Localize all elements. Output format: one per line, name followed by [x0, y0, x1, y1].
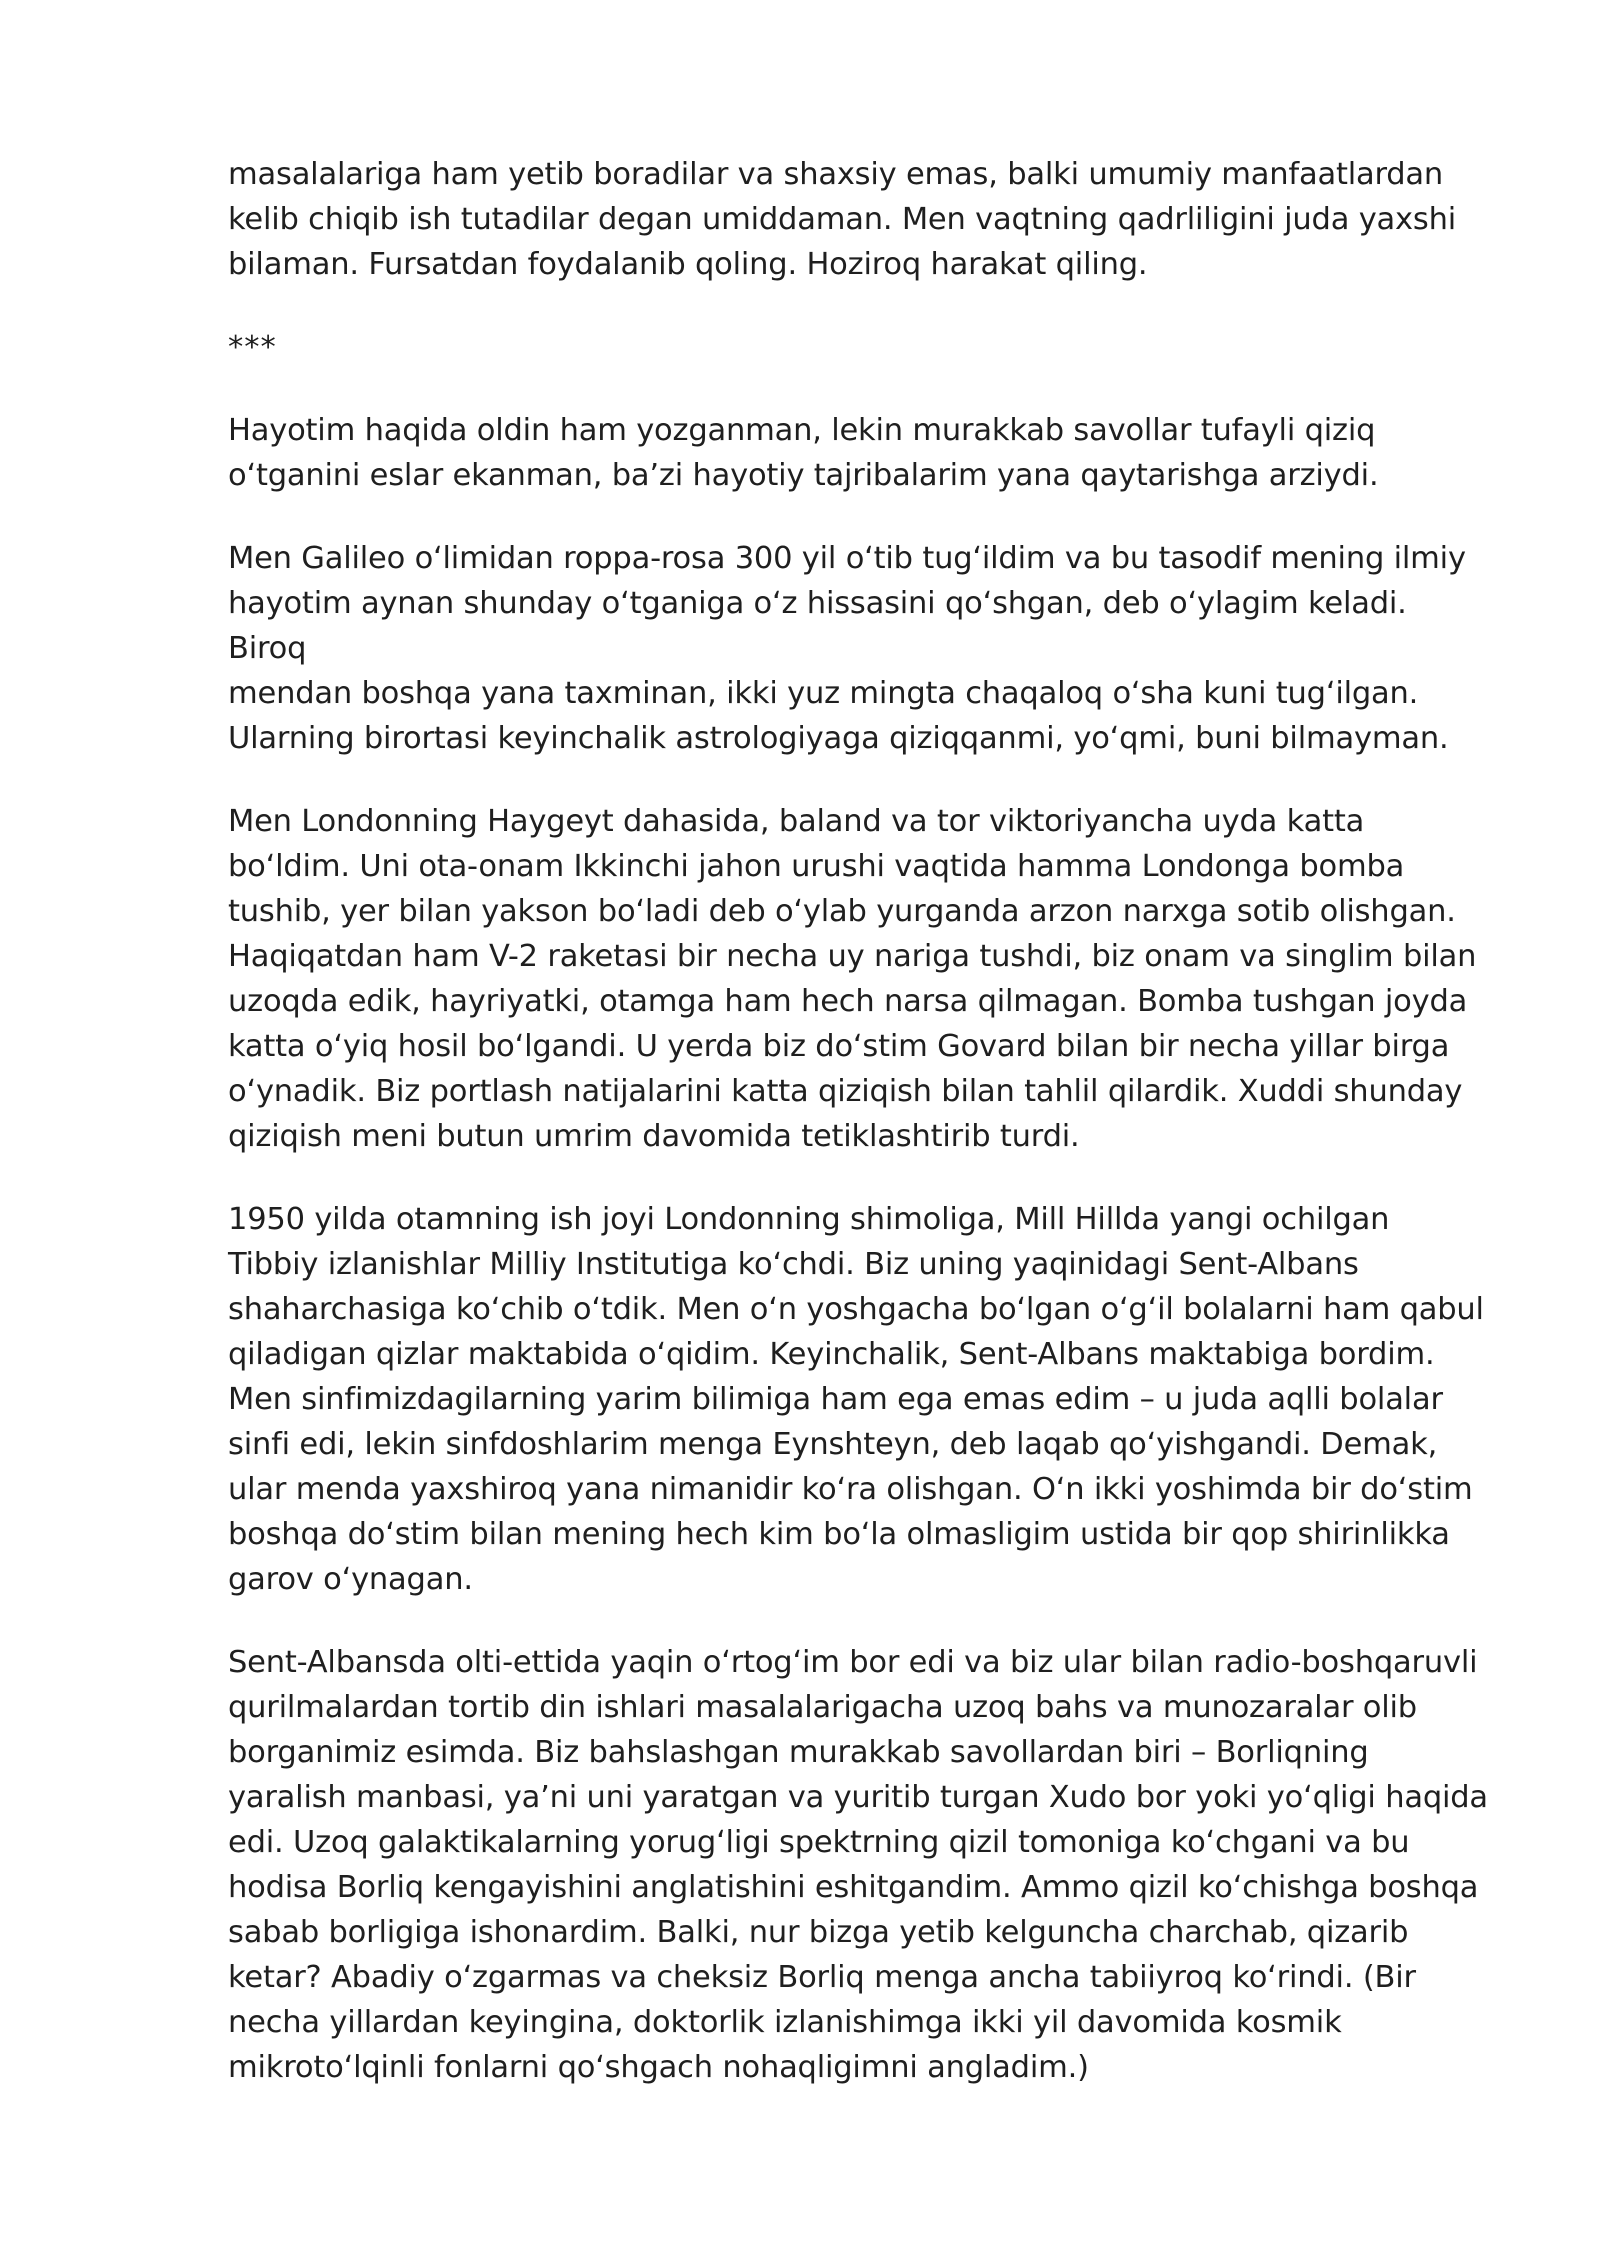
paragraph-highgate-childhood: Men Londonning Haygeyt dahasida, baland va tor viktoriyancha uyda katta boʻldim. Uni ota-onam Ikkinchi jahon urushi vaqtida hamma Londonga bomba tushib, yer bilan yakson boʻladi deb oʻylab yurganda arzon narxga sotib olishgan. Haqiqatdan ham V-2 raketasi bir necha uy nariga tushdi, biz onam va singlim bilan uzoqda edik, hayriyatki, otamga ham hech narsa qilmagan. Bomba tushgan joyda katta oʻyiq hosil boʻlgandi. U yerda biz doʻstim Govard bilan bir necha yillar birga oʻynadik. Biz portlash natijalarini katta qiziqish bilan tahlil qilardik. Xuddi shunday qiziqish meni butun umrim davomida tetiklashtirib turdi.: [228, 804, 1477, 1154]
section-separator: ***: [228, 330, 277, 365]
paragraph-life-intro: Hayotim haqida oldin ham yozganman, lekin murakkab savollar tufayli qiziq oʻtganini eslar ekanman, baʼzi hayotiy tajribalarim yana qaytarishga arziydi.: [228, 413, 1379, 493]
paragraph-st-albans-school: 1950 yilda otamning ish joyi Londonning shimoliga, Mill Hillda yangi ochilgan Tibbiy izlanishlar Milliy Institutiga koʻchdi. Biz uning yaqinidagi Sent-Albans shaharchasiga koʻchib oʻtdik. Men oʻn yoshgacha boʻlgan oʻgʻil bolalarni ham qabul qiladigan qizlar maktabida oʻqidim. Keyinchalik, Sent-Albans maktabiga bordim. Men sinfimizdagilarning yarim bilimiga ham ega emas edim – u juda aqlli bolalar sinfi edi, lekin sinfdoshlarim menga Eynshteyn, deb laqab qoʻyishgandi. Demak, ular menda yaxshiroq yana nimanidir koʻra olishgan. Oʻn ikki yoshimda bir doʻstim boshqa doʻstim bilan mening hech kim boʻla olmasligim ustida bir qop shirinlikka garov oʻynagan.: [228, 1202, 1484, 1597]
paragraph-galileo-birth: Men Galileo oʻlimidan roppa-rosa 300 yil oʻtib tugʻildim va bu tasodif mening ilmiy hayotim aynan shunday oʻtganiga oʻz hissasini qoʻshgan, deb oʻylagim keladi. Biroq mendan boshqa yana taxminan, ikki yuz mingta chaqaloq oʻsha kuni tugʻilgan. Ularning birortasi keyinchalik astrologiyaga qiziqqanmi, yoʻqmi, buni bilmayman.: [228, 541, 1466, 756]
document-body: [228, 152, 1490, 2128]
paragraph-friends-debates: Sent-Albansda olti-ettida yaqin oʻrtogʻim bor edi va biz ular bilan radio-boshqaruvli qurilmalardan tortib din ishlari masalalarigacha uzoq bahs va munozaralar olib borganimiz esimda. Biz bahslashgan murakkab savollardan biri – Borliqning yaralish manbasi, yaʼni uni yaratgan va yuritib turgan Xudo bor yoki yoʻqligi haqida edi. Uzoq galaktikalarning yorugʻligi spektrning qizil tomoniga koʻchgani va bu hodisa Borliq kengayishini anglatishini eshitgandim. Ammo qizil koʻchishga boshqa sabab borligiga ishonardim. Balki, nur bizga yetib kelguncha charchab, qizarib ketar? Abadiy oʻzgarmas va cheksiz Borliq menga ancha tabiiyroq koʻrindi. (Bir necha yillardan keyingina, doktorlik izlanishimga ikki yil davomida kosmik mikrotoʻlqinli fonlarni qoʻshgach nohaqligimni angladim.): [228, 1645, 1488, 2085]
paragraph-intro-continuation: masalalariga ham yetib boradilar va shaxsiy emas, balki umumiy manfaatlardan kelib chiqib ish tutadilar degan umiddaman. Men vaqtning qadrliligini juda yaxshi bilaman. Fursatdan foydalanib qoling. Hoziroq harakat qiling.: [228, 157, 1456, 282]
